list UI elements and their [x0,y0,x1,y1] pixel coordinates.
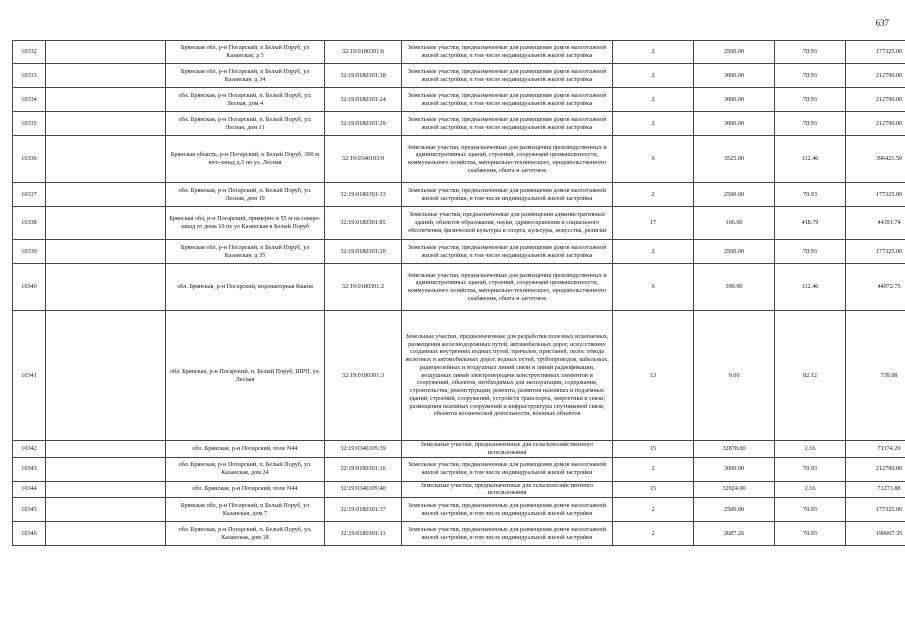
land-use-cell: Земельные участки, предназначенные для размещения домов малоэтажной жилой застройки, в том числе индивидуальной жилой застройки [402,522,613,546]
cadastral-number-cell: 32:19:0180301:3 [325,311,402,441]
table-row [13,136,905,183]
cadastral-value-cell: 177325.00 [846,240,905,264]
use-group-cell: 13 [613,311,694,441]
cadastral-number-cell: 32:19:0180301:20 [325,240,402,264]
cadastral-number-cell: 32:19:0180301:38 [325,64,402,88]
rate-cell: 112.46 [775,264,846,311]
land-use-cell: Земельные участки, предназначенные для размещения домов малоэтажной жилой застройки, в том числе индивидуальной жилой застройки [402,240,613,264]
area-cell: 2500.00 [694,41,775,64]
land-use-cell: Земельные участки, предназначенные для размещения домов малоэтажной жилой застройки, в том числе индивидуальной жилой застройки [402,457,613,481]
empty-cell [46,183,166,207]
row-id: 10333 [13,64,46,88]
row-id: 10339 [13,240,46,264]
cadastral-value-cell: 177325.00 [846,41,905,64]
address-cell: Брянская обл, р-н Погарский, п Белый Поруб, ул Казанская, д 34 [166,64,325,88]
empty-cell [46,207,166,240]
row-id: 10341 [13,311,46,441]
rate-cell: 112.46 [775,136,846,183]
empty-cell [46,64,166,88]
table-row [13,457,905,481]
cadastral-value-cell: 44972.75 [846,264,905,311]
address-cell: обл. Брянская, р-н Погарский, п. Белый Поруб, ул. Лесная, дом 4 [166,88,325,112]
empty-cell [46,240,166,264]
cadastral-value-cell: 212790.00 [846,112,905,136]
address-cell: обл. Брянская, р-н Погарский, поле N44 [166,441,325,458]
cadastral-value-cell: 177325.00 [846,183,905,207]
rate-cell: 70.93 [775,64,846,88]
registry-rows [13,41,905,546]
table-row [13,183,905,207]
land-use-cell: Земельные участки, предназначенные для размещения домов малоэтажной жилой застройки, в том числе индивидуальной жилой застройки [402,183,613,207]
empty-cell [46,457,166,481]
rate-cell: 2.16 [775,441,846,458]
table-row [13,264,905,311]
row-id: 10343 [13,457,46,481]
area-cell: 106.00 [694,207,775,240]
row-id: 10338 [13,207,46,240]
empty-cell [46,112,166,136]
empty-cell [46,522,166,546]
area-cell: 2687.26 [694,522,775,546]
table-row [13,481,905,498]
land-use-cell: Земельные участки, предназначенные для размещения домов малоэтажной жилой застройки, в том числе индивидуальной жилой застройки [402,41,613,64]
cadastral-number-cell: 32:19:0180301:33 [325,183,402,207]
address-cell: Брянская обл, р-н Погарский, п Белый Поруб, ул Казанская, дом 7 [166,498,325,522]
address-cell: обл. Брянская, р-н Погарский, п. Белый Поруб, ШРП, ул. Лесная [166,311,325,441]
address-cell: Брянская обл, р-н Погарский, п Белый Поруб, ул Казанская, д 5 [166,41,325,64]
use-group-cell: 2 [613,41,694,64]
address-cell: обл. Брянская, р-н Погарский, поле N44 [166,481,325,498]
table-row [13,64,905,88]
cadastral-value-cell: 212790.00 [846,64,905,88]
cadastral-number-cell: 32:19:0340105:39 [325,441,402,458]
empty-cell [46,88,166,112]
use-group-cell: 2 [613,457,694,481]
use-group-cell: 2 [613,64,694,88]
row-id: 10334 [13,88,46,112]
land-use-cell: Земельные участки, предназначенные для разработки полезных ископаемых, размещения железнодорожных путей, автомобильных дорог, искусственно созданных внутренних водных путей, причалов, пристаней, полос отвода железных и автомобильных дорог, водных путей, трубопроводов, кабельных, радиорелейных и воздушных линий связи и линий радиофикации, воздушных линий электропередачи конструктивных элементов и сооружений, объектов, необходимых для эксплуатации, содержания, строительства, реконструкции, ремонта, развития наземных и подземных зданий, строений, сооружений, устройств транспорта, энергетики и связи; размещения наземных сооружений и инфраструктуры спутниковой связи, объектов космической деятельности, военных объектов [402,311,613,441]
use-group-cell: 2 [613,498,694,522]
empty-cell [46,41,166,64]
empty-cell [46,481,166,498]
use-group-cell: 2 [613,522,694,546]
address-cell: обл. Брянская, р-н Погарский, водонапорная башня [166,264,325,311]
cadastral-registry-table [12,40,905,546]
address-cell: обл. Брянская, р-н Погарский, п. Белый Поруб, ул. Лесная, дом 11 [166,112,325,136]
cadastral-number-cell: 32:19:0180301:29 [325,112,402,136]
area-cell: 2500.00 [694,498,775,522]
rate-cell: 70.93 [775,498,846,522]
empty-cell [46,136,166,183]
table-row [13,41,905,64]
land-use-cell: Земельные участки, предназначенные для размещения домов малоэтажной жилой застройки, в том числе индивидуальной жилой застройки [402,64,613,88]
row-id: 10332 [13,41,46,64]
area-cell: 399.90 [694,264,775,311]
use-group-cell: 15 [613,481,694,498]
cadastral-value-cell: 212790.00 [846,457,905,481]
land-use-cell: Земельные участки, предназначенные для размещения домов малоэтажной жилой застройки, в том числе индивидуальной жилой застройки [402,88,613,112]
table-row [13,112,905,136]
land-use-cell: Земельные участки, предназначенные для размещения домов малоэтажной жилой застройки, в том числе индивидуальной жилой застройки [402,112,613,136]
row-id: 10337 [13,183,46,207]
address-cell: обл. Брянская, р-н Погарский, п. Белый Поруб, ул. Казанская, дом 24 [166,457,325,481]
table-row [13,522,905,546]
area-cell: 3000.00 [694,112,775,136]
land-use-cell: Земельные участки, предназначенные для размещения производственных и административных зданий, строений, сооружений промышленности, коммунального хозяйства, материально-технического, продовольственного снабжения, сбыта и заготовок [402,136,613,183]
row-id: 10336 [13,136,46,183]
address-cell: обл. Брянская, р-н Погарский, п. Белый Поруб, ул. Лесная, дом 19 [166,183,325,207]
empty-cell [46,264,166,311]
cadastral-number-cell: 32:19:0180301:6 [325,41,402,64]
page-number: 637 [875,18,889,28]
address-cell: Брянская область, р-н Погарский, п Белый Поруб, 300 м юго-запад д.5 по ул. Лесная [166,136,325,183]
use-group-cell: 2 [613,88,694,112]
cadastral-number-cell: 32:19:0180301:85 [325,207,402,240]
rate-cell: 70.93 [775,112,846,136]
use-group-cell: 9 [613,136,694,183]
rate-cell: 70.93 [775,183,846,207]
area-cell: 2500.00 [694,240,775,264]
use-group-cell: 2 [613,112,694,136]
empty-cell [46,498,166,522]
cadastral-number-cell: 32:19:0180301:37 [325,498,402,522]
table-row [13,240,905,264]
land-use-cell: Земельные участки, предназначенные для сельскохозяйственного использования [402,481,613,498]
cadastral-number-cell: 32:19:0180301:2 [325,264,402,311]
address-cell: обл. Брянская, р-н Погарский, п. Белый Поруб, ул. Казанская, дом 18 [166,522,325,546]
use-group-cell: 17 [613,207,694,240]
rate-cell: 70.93 [775,88,846,112]
area-cell: 2500.00 [694,183,775,207]
area-cell: 3000.00 [694,457,775,481]
rate-cell: 70.93 [775,457,846,481]
land-use-cell: Земельные участки, предназначенные для сельскохозяйственного использования [402,441,613,458]
land-use-cell: Земельные участки, предназначенные для размещения домов малоэтажной жилой застройки, в том числе индивидуальной жилой застройки [402,498,613,522]
cadastral-number-cell: 32:19:0340105:40 [325,481,402,498]
cadastral-value-cell: 190607.35 [846,522,905,546]
address-cell: Брянская обл, р-н Погарский, примерно в 55 м на северо-запад от дома 10 по ул Казанская в Белый Поруб [166,207,325,240]
row-id: 10346 [13,522,46,546]
rate-cell: 418.79 [775,207,846,240]
cadastral-value-cell: 44391.74 [846,207,905,240]
cadastral-value-cell: 177325.00 [846,498,905,522]
row-id: 10342 [13,441,46,458]
use-group-cell: 2 [613,240,694,264]
cadastral-number-cell: 32:19:0340103:9 [325,136,402,183]
table-row [13,498,905,522]
row-id: 10345 [13,498,46,522]
empty-cell [46,441,166,458]
cadastral-number-cell: 32:19:0180301:16 [325,457,402,481]
cadastral-value-cell: 71174.29 [846,441,905,458]
table-row [13,311,905,441]
area-cell: 3000.00 [694,64,775,88]
address-cell: Брянская обл, р-н Погарский, п Белый Поруб, ул Казанская, д 35 [166,240,325,264]
cadastral-value-cell: 71273.88 [846,481,905,498]
rate-cell: 70.93 [775,240,846,264]
rate-cell: 82.12 [775,311,846,441]
cadastral-value-cell: 396421.50 [846,136,905,183]
row-id: 10344 [13,481,46,498]
table-row [13,207,905,240]
land-use-cell: Земельные участки, предназначенные для размещения административных зданий, объектов образования, науки, здравоохранения и социального обеспечения, физической культуры и спорта, культуры, искусства, религии [402,207,613,240]
rate-cell: 70.93 [775,41,846,64]
rate-cell: 70.93 [775,522,846,546]
cadastral-value-cell: 212790.00 [846,88,905,112]
use-group-cell: 15 [613,441,694,458]
area-cell: 32878.00 [694,441,775,458]
area-cell: 32924.00 [694,481,775,498]
land-use-cell: Земельные участки, предназначенные для размещения производственных и административных зданий, строений, сооружений промышленности, коммунального хозяйства, материально-технического, продовольственного снабжения, сбыта и заготовок [402,264,613,311]
cadastral-value-cell: 739.08 [846,311,905,441]
use-group-cell: 2 [613,183,694,207]
area-cell: 9.00 [694,311,775,441]
rate-cell: 2.16 [775,481,846,498]
cadastral-number-cell: 32:19:0180301:24 [325,88,402,112]
area-cell: 3525.00 [694,136,775,183]
use-group-cell: 9 [613,264,694,311]
row-id: 10335 [13,112,46,136]
table-row [13,88,905,112]
empty-cell [46,311,166,441]
area-cell: 3000.00 [694,88,775,112]
table-row [13,441,905,458]
row-id: 10340 [13,264,46,311]
cadastral-number-cell: 32:19:0180301:11 [325,522,402,546]
